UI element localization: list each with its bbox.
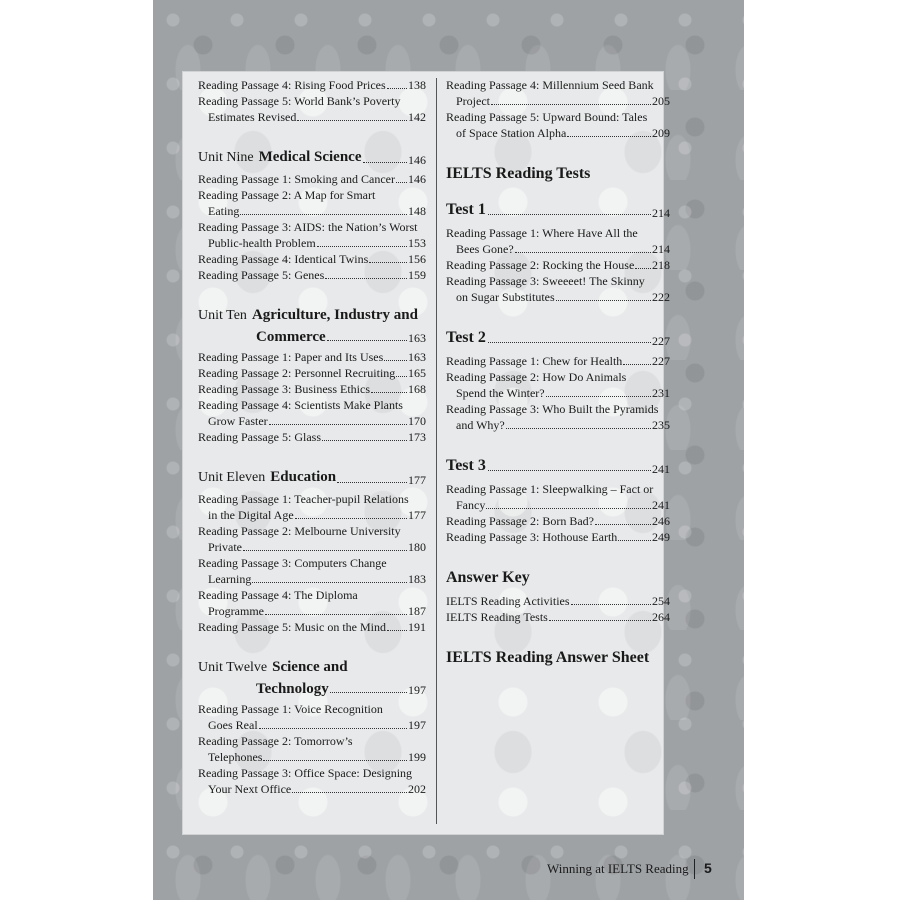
toc-entry-label: Reading Passage 1: Smoking and Cancer	[198, 172, 395, 186]
dot-leader	[363, 162, 408, 163]
toc-entry	[198, 571, 426, 587]
toc-page-number: 156	[408, 252, 426, 266]
toc-entry-label: Reading Passage 2: Personnel Recruiting	[198, 366, 396, 380]
toc-entry-label: Reading Passage 3: Computers Change	[198, 556, 387, 570]
test-page-number: 214	[652, 206, 670, 220]
toc-entry	[198, 349, 426, 365]
toc-entry	[446, 385, 670, 401]
toc-page-number: 163	[408, 350, 426, 364]
toc-entry-label: IELTS Reading Activities	[446, 594, 570, 608]
toc-entry	[446, 417, 670, 433]
dot-leader	[297, 120, 407, 121]
unit-heading	[198, 657, 426, 678]
toc-entry	[446, 497, 670, 513]
dot-leader	[488, 342, 651, 343]
toc-page-number: 142	[408, 110, 426, 124]
toc-entry-label: Reading Passage 2: Rocking the House	[446, 258, 635, 272]
toc-entry-label: Reading Passage 2: How Do Animals	[446, 370, 627, 384]
toc-entry	[446, 353, 670, 369]
toc-entry-continuation: Goes Real	[208, 718, 258, 732]
unit-number: Unit Eleven	[198, 470, 266, 485]
dot-leader	[325, 278, 407, 279]
dot-leader	[292, 792, 407, 793]
toc-entry-continuation: Public-health Problem	[208, 236, 316, 250]
toc-entry-label: Reading Passage 5: World Bank’s Poverty	[198, 94, 401, 108]
toc-entry-label: Reading Passage 1: Teacher-pupil Relations	[198, 492, 409, 506]
dot-leader	[595, 524, 651, 525]
dot-leader	[488, 214, 651, 215]
test-page-number: 227	[652, 334, 670, 348]
test-heading	[446, 199, 670, 221]
dot-leader	[337, 482, 407, 483]
dot-leader	[546, 396, 651, 397]
toc-entry-label: Reading Passage 4: The Diploma	[198, 588, 358, 602]
toc-entry-label: Reading Passage 3: Who Built the Pyramids	[446, 402, 659, 416]
toc-entry-continuation: of Space Station Alpha	[456, 126, 567, 140]
toc-entry	[198, 171, 426, 187]
toc-page-number: 197	[408, 718, 426, 732]
toc-entry-continuation: Learning	[208, 572, 252, 586]
unit-page-number: 146	[408, 153, 426, 167]
toc-page-number: 153	[408, 236, 426, 250]
toc-entry-label: Reading Passage 3: AIDS: the Nation’s Worst	[198, 220, 418, 234]
toc-entry-label: Reading Passage 2: A Map for Smart	[198, 188, 376, 202]
dot-leader	[240, 214, 407, 215]
toc-entry	[198, 603, 426, 619]
toc-entry-label: Reading Passage 4: Rising Food Prices	[198, 78, 386, 92]
unit-page-number: 163	[408, 331, 426, 345]
unit-title-line2: Technology	[256, 681, 329, 697]
unit-title: Agriculture, Industry and	[251, 307, 418, 323]
toc-entry-label: Reading Passage 1: Where Have All the	[446, 226, 638, 240]
dot-leader	[506, 428, 651, 429]
column-divider	[436, 78, 437, 824]
toc-page-number: 187	[408, 604, 426, 618]
toc-page-number: 205	[652, 94, 670, 108]
toc-entry	[198, 77, 426, 93]
unit-title-line2: Commerce	[256, 329, 326, 345]
toc-entry	[446, 125, 670, 141]
dot-leader	[556, 300, 651, 301]
toc-page-number: 214	[652, 242, 670, 256]
toc-entry-continuation: Fancy	[456, 498, 486, 512]
toc-page-number: 264	[652, 610, 670, 624]
test-heading	[446, 455, 670, 477]
dot-leader	[549, 620, 651, 621]
footer-separator	[694, 859, 695, 879]
toc-entry-label: Reading Passage 2: Melbourne University	[198, 524, 401, 538]
left-column	[198, 77, 426, 797]
toc-entry-label: Reading Passage 5: Music on the Mind	[198, 620, 386, 634]
toc-entry	[446, 257, 670, 273]
section-heading-answer-key: Answer Key	[446, 569, 530, 586]
dot-leader	[269, 424, 407, 425]
toc-entry	[198, 619, 426, 635]
toc-page-number: 146	[408, 172, 426, 186]
test-title: Test 3	[446, 457, 486, 474]
toc-page-number: 249	[652, 530, 670, 544]
toc-entry-label: Reading Passage 1: Chew for Health	[446, 354, 623, 368]
unit-heading	[198, 467, 426, 488]
dot-leader	[618, 540, 651, 541]
toc-entry	[198, 381, 426, 397]
toc-entry	[198, 507, 426, 523]
toc-entry	[198, 539, 426, 555]
toc-page-number: 235	[652, 418, 670, 432]
toc-entry-label: Reading Passage 5: Upward Bound: Tales	[446, 110, 648, 124]
toc-entry	[198, 717, 426, 733]
toc-entry-continuation: Telephones	[208, 750, 263, 764]
dot-leader	[396, 182, 407, 183]
dot-leader	[317, 246, 407, 247]
unit-number: Unit Twelve	[198, 660, 268, 675]
unit-title: Education	[270, 469, 337, 485]
toc-entry	[446, 241, 670, 257]
toc-entry-label: Reading Passage 5: Genes	[198, 268, 325, 282]
toc-entry	[198, 203, 426, 219]
toc-entry-continuation: on Sugar Substitutes	[456, 290, 555, 304]
toc-entry-label: IELTS Reading Tests	[446, 610, 548, 624]
dot-leader	[515, 252, 651, 253]
toc-entry-label: Reading Passage 1: Voice Recognition	[198, 702, 383, 716]
unit-page-number: 177	[408, 473, 426, 487]
toc-page-number: 183	[408, 572, 426, 586]
unit-heading	[198, 305, 426, 326]
toc-entry-label: Reading Passage 3: Office Space: Designing	[198, 766, 413, 780]
dot-leader	[396, 376, 407, 377]
toc-entry	[446, 529, 670, 545]
toc-entry-continuation: Spend the Winter?	[456, 386, 545, 400]
dot-leader	[263, 760, 407, 761]
toc-entry	[198, 109, 426, 125]
toc-page-number: 173	[408, 430, 426, 444]
unit-title: Science and	[272, 659, 348, 675]
toc-page-number: 218	[652, 258, 670, 272]
unit-page-number: 197	[408, 683, 426, 697]
unit-title: Medical Science	[258, 149, 362, 165]
toc-entry-continuation: Eating	[208, 204, 240, 218]
toc-entry	[198, 365, 426, 381]
dot-leader	[295, 518, 407, 519]
footer-page-number: 5	[704, 860, 712, 876]
toc-entry	[446, 289, 670, 305]
toc-entry	[198, 413, 426, 429]
toc-page-number: 222	[652, 290, 670, 304]
toc-entry-label: Reading Passage 1: Sleepwalking – Fact or	[446, 482, 654, 496]
toc-entry-continuation: Project	[456, 94, 490, 108]
toc-page-number: 246	[652, 514, 670, 528]
toc-page-number: 159	[408, 268, 426, 282]
toc-entry-continuation: in the Digital Age	[208, 508, 294, 522]
toc-entry-label: Reading Passage 3: Hothouse Earth	[446, 530, 618, 544]
unit-number: Unit Nine	[198, 150, 254, 165]
dot-leader	[322, 440, 407, 441]
dot-leader	[387, 630, 407, 631]
toc-entry	[198, 235, 426, 251]
dot-leader	[488, 470, 651, 471]
section-heading-tests: IELTS Reading Tests	[446, 165, 591, 182]
toc-entry	[446, 609, 670, 625]
dot-leader	[486, 508, 651, 509]
toc-entry	[198, 267, 426, 283]
toc-entry	[198, 781, 426, 797]
test-heading	[446, 327, 670, 349]
toc-page-number: 177	[408, 508, 426, 522]
toc-entry-label: Reading Passage 5: Glass	[198, 430, 321, 444]
toc-entry	[446, 513, 670, 529]
toc-entry-continuation: Private	[208, 540, 242, 554]
dot-leader	[252, 582, 407, 583]
toc-page-number: 231	[652, 386, 670, 400]
dot-leader	[243, 550, 407, 551]
dot-leader	[330, 692, 407, 693]
toc-entry-continuation: and Why?	[456, 418, 505, 432]
dot-leader	[259, 728, 407, 729]
toc-page-number: 254	[652, 594, 670, 608]
toc-entry	[198, 749, 426, 765]
test-page-number: 241	[652, 462, 670, 476]
dot-leader	[623, 364, 651, 365]
dot-leader	[327, 340, 407, 341]
toc-entry-continuation: Your Next Office	[208, 782, 292, 796]
toc-entry	[446, 593, 670, 609]
toc-page-number: 180	[408, 540, 426, 554]
toc-entry	[446, 93, 670, 109]
dot-leader	[567, 136, 651, 137]
toc-page-number: 170	[408, 414, 426, 428]
toc-entry-label: Reading Passage 1: Paper and Its Uses	[198, 350, 384, 364]
toc-entry-label: Reading Passage 2: Tomorrow’s	[198, 734, 353, 748]
section-heading-answer-sheet: IELTS Reading Answer Sheet	[446, 649, 650, 666]
toc-page-number: 148	[408, 204, 426, 218]
toc-page-number: 138	[408, 78, 426, 92]
toc-page-number: 168	[408, 382, 426, 396]
footer-book-title: Winning at IELTS Reading	[547, 861, 689, 876]
toc-entry	[198, 251, 426, 267]
dot-leader	[371, 392, 407, 393]
test-title: Test 1	[446, 201, 486, 218]
unit-heading-continuation	[198, 681, 426, 698]
toc-entry-continuation: Bees Gone?	[456, 242, 514, 256]
toc-page-number: 191	[408, 620, 426, 634]
toc-entry-label: Reading Passage 3: Sweeeet! The Skinny	[446, 274, 645, 288]
test-title: Test 2	[446, 329, 486, 346]
toc-entry-continuation: Estimates Revised	[208, 110, 297, 124]
dot-leader	[491, 104, 651, 105]
toc-entry-label: Reading Passage 4: Identical Twins	[198, 252, 369, 266]
unit-heading-continuation	[198, 329, 426, 346]
toc-page-number: 165	[408, 366, 426, 380]
toc-page-number: 227	[652, 354, 670, 368]
toc-page-number: 199	[408, 750, 426, 764]
toc-entry-label: Reading Passage 3: Business Ethics	[198, 382, 370, 396]
dot-leader	[369, 262, 407, 263]
unit-number: Unit Ten	[198, 308, 247, 323]
unit-heading	[198, 147, 426, 168]
toc-entry	[198, 429, 426, 445]
dot-leader	[387, 88, 407, 89]
toc-entry-label: Reading Passage 2: Born Bad?	[446, 514, 594, 528]
toc-entry-continuation: Grow Faster	[208, 414, 268, 428]
dot-leader	[571, 604, 651, 605]
right-column	[446, 77, 670, 673]
toc-page-number: 202	[408, 782, 426, 796]
dot-leader	[635, 268, 651, 269]
dot-leader	[265, 614, 407, 615]
dot-leader	[384, 360, 407, 361]
toc-entry-continuation: Programme	[208, 604, 264, 618]
toc-page-number: 241	[652, 498, 670, 512]
toc-entry-label: Reading Passage 4: Millennium Seed Bank	[446, 78, 654, 92]
toc-entry-label: Reading Passage 4: Scientists Make Plants	[198, 398, 403, 412]
toc-page-number: 209	[652, 126, 670, 140]
